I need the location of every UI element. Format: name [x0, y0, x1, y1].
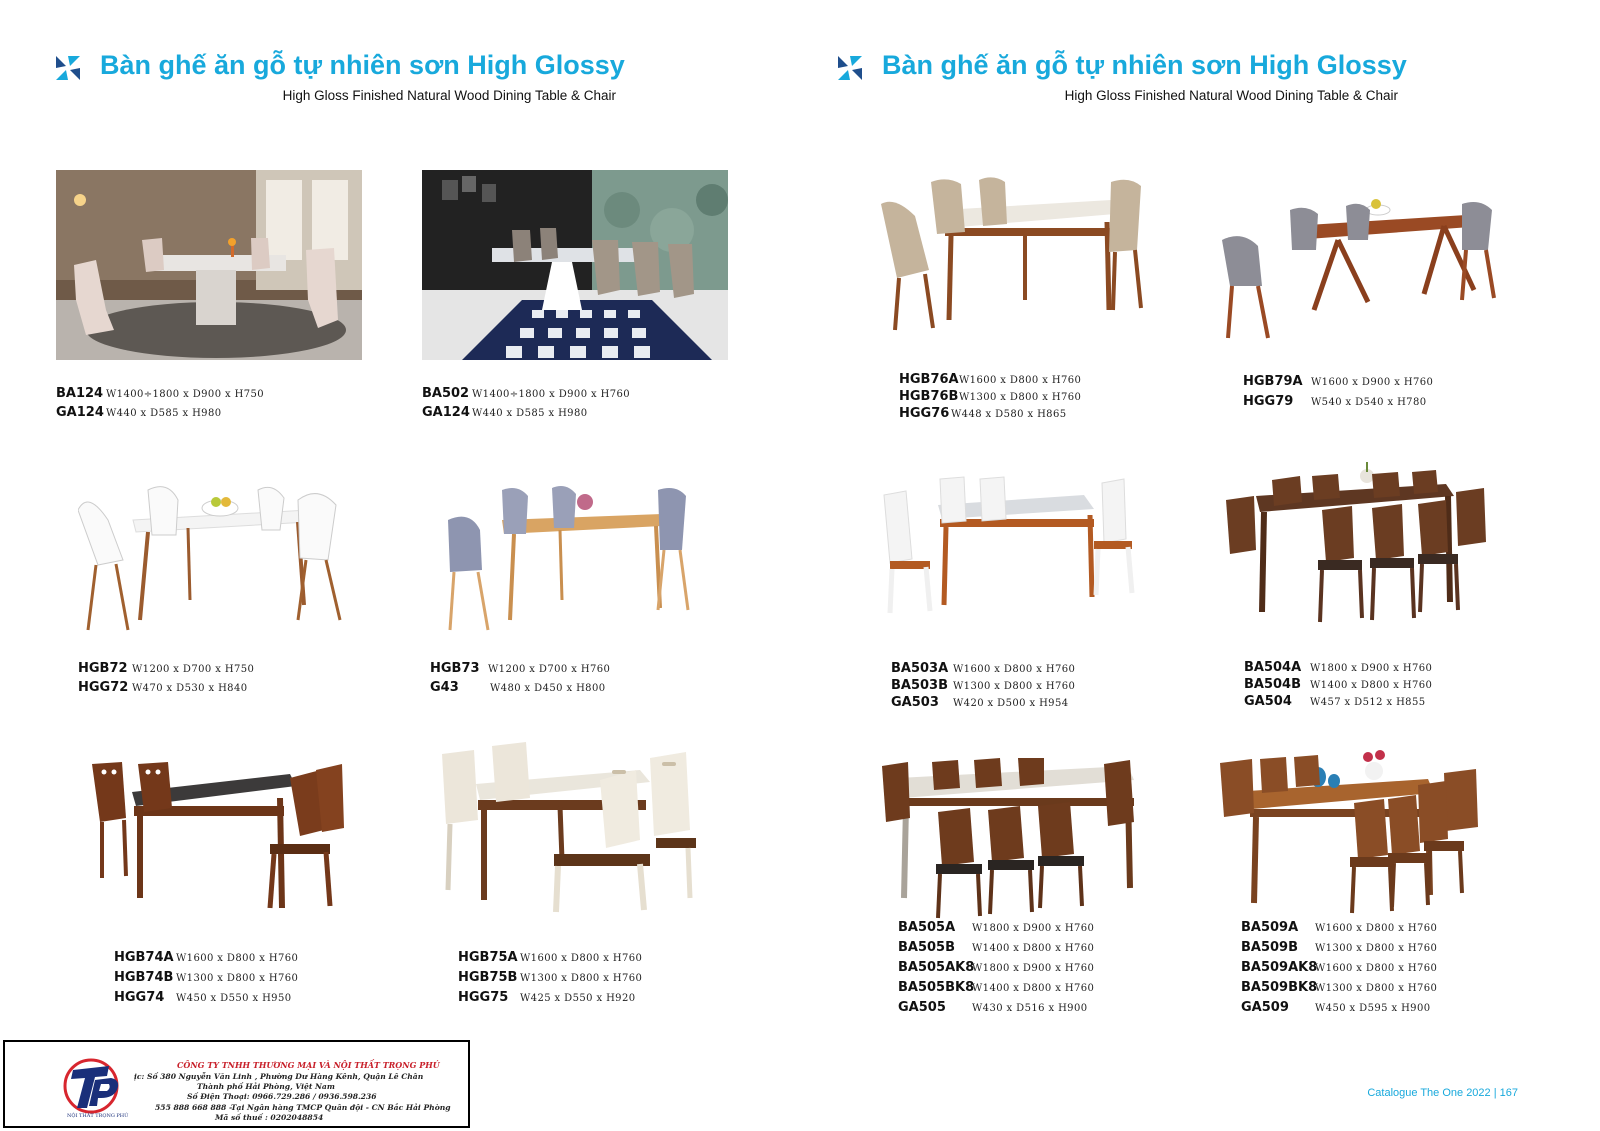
- dimensions: W1200 x D700 x H750: [132, 664, 255, 675]
- dimensions: W440 x D585 x H980: [106, 408, 222, 419]
- spec-row: [56, 385, 264, 404]
- dimensions: W1400 x D800 x H760: [1310, 680, 1433, 691]
- page-subtitle: High Gloss Finished Natural Wood Dining Table & Chair: [1064, 88, 1398, 103]
- product-photo: [880, 475, 1145, 635]
- spec-row: [1243, 372, 1433, 392]
- spec-row: [1244, 694, 1432, 711]
- company-phone: Số Điện Thoại: 0966.729.286 / 0936.598.236: [187, 1092, 377, 1101]
- company-address: ịc: Số 380 Nguyễn Văn Linh , Phường Dư Hàng Kênh, Quận Lê Chân: [134, 1072, 424, 1081]
- dimensions: W1600 x D900 x H760: [1311, 377, 1434, 388]
- dimensions: W1800 x D900 x H760: [1310, 663, 1433, 674]
- page-title: Bàn ghế ăn gỗ tự nhiên sơn High Glossy: [882, 50, 1407, 80]
- page-subtitle: High Gloss Finished Natural Wood Dining Table & Chair: [282, 88, 616, 103]
- spec-row: [56, 404, 264, 423]
- dimensions: W440 x D585 x H980: [472, 408, 588, 419]
- dimensions: W1300 x D800 x H760: [959, 392, 1082, 403]
- model-code: GA124: [422, 405, 470, 420]
- product-photo: [56, 170, 362, 360]
- spec-row: [898, 958, 1094, 978]
- dimensions: W425 x D550 x H920: [520, 993, 636, 1004]
- product-photo: [90, 758, 360, 918]
- right-page: [800, 0, 1600, 1131]
- dimensions: W1600 x D800 x H760: [1315, 923, 1438, 934]
- model-code: BA124: [56, 386, 104, 401]
- product-specs: [78, 660, 254, 698]
- spec-row: [430, 679, 610, 698]
- spec-row: [899, 406, 1081, 423]
- model-code: BA509AK8: [1241, 960, 1318, 975]
- dimensions: W430 x D516 x H900: [972, 1003, 1088, 1014]
- product-photo: [430, 480, 700, 645]
- product-photo: [422, 170, 728, 360]
- model-code: BA503A: [891, 661, 949, 676]
- dimensions: W450 x D550 x H950: [176, 993, 292, 1004]
- logo-caption: NỘI THẤT TRỌNG PHÚ: [67, 1113, 129, 1119]
- model-code: BA509B: [1241, 940, 1299, 955]
- spec-row: [891, 678, 1075, 695]
- spec-row: [422, 385, 630, 404]
- spec-row: [1241, 958, 1437, 978]
- model-code: BA505BK8: [898, 980, 975, 995]
- spec-row: [78, 660, 254, 679]
- model-code: HGB75B: [458, 970, 518, 985]
- product-photo: [1218, 190, 1500, 345]
- model-code: BA505A: [898, 920, 956, 935]
- product-specs: [1244, 660, 1432, 711]
- model-code: HGG79: [1243, 394, 1294, 409]
- dimensions: W1600 x D800 x H760: [1315, 963, 1438, 974]
- model-code: BA502: [422, 386, 470, 401]
- company-bank: 555 888 668 888 -Tại Ngân hàng TMCP Quân đội - CN Bắc Hải Phòng: [155, 1103, 451, 1112]
- model-code: BA505B: [898, 940, 956, 955]
- product-specs: [898, 918, 1094, 1018]
- company-info-box: [3, 1040, 470, 1128]
- dimensions: W1400÷1800 x D900 x H750: [106, 389, 265, 400]
- dimensions: W1300 x D800 x H760: [176, 973, 299, 984]
- spec-row: [114, 968, 298, 988]
- model-code: HGB72: [78, 661, 128, 676]
- model-code: HGB76A: [899, 372, 959, 387]
- company-name: CÔNG TY TNHH THƯƠNG MẠI VÀ NỘI THẤT TRỌNG PHÚ: [177, 1060, 440, 1070]
- dimensions: W1800 x D900 x H760: [972, 923, 1095, 934]
- dimensions: W457 x D512 x H855: [1310, 697, 1426, 708]
- spec-row: [898, 998, 1094, 1018]
- model-code: GA503: [891, 695, 939, 710]
- spec-row: [114, 988, 298, 1008]
- spec-row: [422, 404, 630, 423]
- pinwheel-icon: [838, 56, 862, 80]
- model-code: BA504B: [1244, 677, 1302, 692]
- spec-row: [1244, 677, 1432, 694]
- dimensions: W420 x D500 x H954: [953, 698, 1069, 709]
- product-specs: [422, 385, 630, 423]
- dimensions: W1300 x D800 x H760: [953, 681, 1076, 692]
- model-code: HGG74: [114, 990, 165, 1005]
- model-code: BA509A: [1241, 920, 1299, 935]
- product-photo: [78, 480, 348, 645]
- spec-row: [1241, 978, 1437, 998]
- spec-row: [1241, 918, 1437, 938]
- product-specs: [458, 948, 642, 1008]
- dimensions: W450 x D595 x H900: [1315, 1003, 1431, 1014]
- spec-row: [430, 660, 610, 679]
- spec-row: [1243, 392, 1433, 412]
- spec-row: [458, 968, 642, 988]
- page-number: Catalogue The One 2022 | 167: [1367, 1087, 1518, 1099]
- spec-row: [898, 978, 1094, 998]
- spec-row: [458, 988, 642, 1008]
- dimensions: W1400 x D800 x H760: [972, 943, 1095, 954]
- spec-row: [458, 948, 642, 968]
- model-code: GA505: [898, 1000, 946, 1015]
- model-code: HGG76: [899, 406, 950, 421]
- model-code: GA509: [1241, 1000, 1289, 1015]
- model-code: BA509BK8: [1241, 980, 1318, 995]
- company-city: Thành phố Hải Phòng, Việt Nam: [197, 1082, 335, 1091]
- product-specs: [430, 660, 610, 698]
- dimensions: W1600 x D800 x H760: [520, 953, 643, 964]
- model-code: HGB73: [430, 661, 480, 676]
- product-specs: [1243, 372, 1433, 412]
- product-specs: [899, 372, 1081, 423]
- dimensions: W1600 x D800 x H760: [953, 664, 1076, 675]
- model-code: GA504: [1244, 694, 1292, 709]
- pinwheel-icon: [56, 56, 80, 80]
- spec-row: [114, 948, 298, 968]
- model-code: BA504A: [1244, 660, 1302, 675]
- company-tax-id: Mã số thuế : 0202048854: [215, 1113, 324, 1122]
- spec-row: [891, 695, 1075, 712]
- spec-row: [1241, 998, 1437, 1018]
- model-code: HGB74B: [114, 970, 174, 985]
- dimensions: W1600 x D800 x H760: [959, 375, 1082, 386]
- spec-row: [898, 938, 1094, 958]
- dimensions: W1400÷1800 x D900 x H760: [472, 389, 631, 400]
- product-photo: [878, 758, 1153, 923]
- dimensions: W480 x D450 x H800: [490, 683, 606, 694]
- model-code: HGB74A: [114, 950, 174, 965]
- product-photo: [1222, 462, 1502, 637]
- dimensions: W470 x D530 x H840: [132, 683, 248, 694]
- dimensions: W1400 x D800 x H760: [972, 983, 1095, 994]
- model-code: HGB76B: [899, 389, 959, 404]
- model-code: HGG75: [458, 990, 509, 1005]
- dimensions: W448 x D580 x H865: [951, 409, 1067, 420]
- product-specs: [1241, 918, 1437, 1018]
- spec-row: [898, 918, 1094, 938]
- spec-row: [899, 389, 1081, 406]
- dimensions: W540 x D540 x H780: [1311, 397, 1427, 408]
- tp-logo-icon: [63, 1056, 123, 1116]
- dimensions: W1600 x D800 x H760: [176, 953, 299, 964]
- dimensions: W1200 x D700 x H760: [488, 664, 611, 675]
- product-photo: [1218, 745, 1488, 920]
- model-code: G43: [430, 680, 459, 695]
- dimensions: W1800 x D900 x H760: [972, 963, 1095, 974]
- product-specs: [56, 385, 264, 423]
- spec-row: [899, 372, 1081, 389]
- dimensions: W1300 x D800 x H760: [1315, 983, 1438, 994]
- model-code: HGB75A: [458, 950, 518, 965]
- model-code: BA505AK8: [898, 960, 975, 975]
- spec-row: [1244, 660, 1432, 677]
- dimensions: W1300 x D800 x H760: [520, 973, 643, 984]
- model-code: HGB79A: [1243, 374, 1303, 389]
- product-specs: [114, 948, 298, 1008]
- product-specs: [891, 661, 1075, 712]
- spec-row: [1241, 938, 1437, 958]
- product-photo: [440, 740, 705, 920]
- product-photo: [875, 170, 1150, 335]
- page-title: Bàn ghế ăn gỗ tự nhiên sơn High Glossy: [100, 50, 625, 80]
- model-code: GA124: [56, 405, 104, 420]
- model-code: BA503B: [891, 678, 949, 693]
- spec-row: [78, 679, 254, 698]
- dimensions: W1300 x D800 x H760: [1315, 943, 1438, 954]
- model-code: HGG72: [78, 680, 129, 695]
- spec-row: [891, 661, 1075, 678]
